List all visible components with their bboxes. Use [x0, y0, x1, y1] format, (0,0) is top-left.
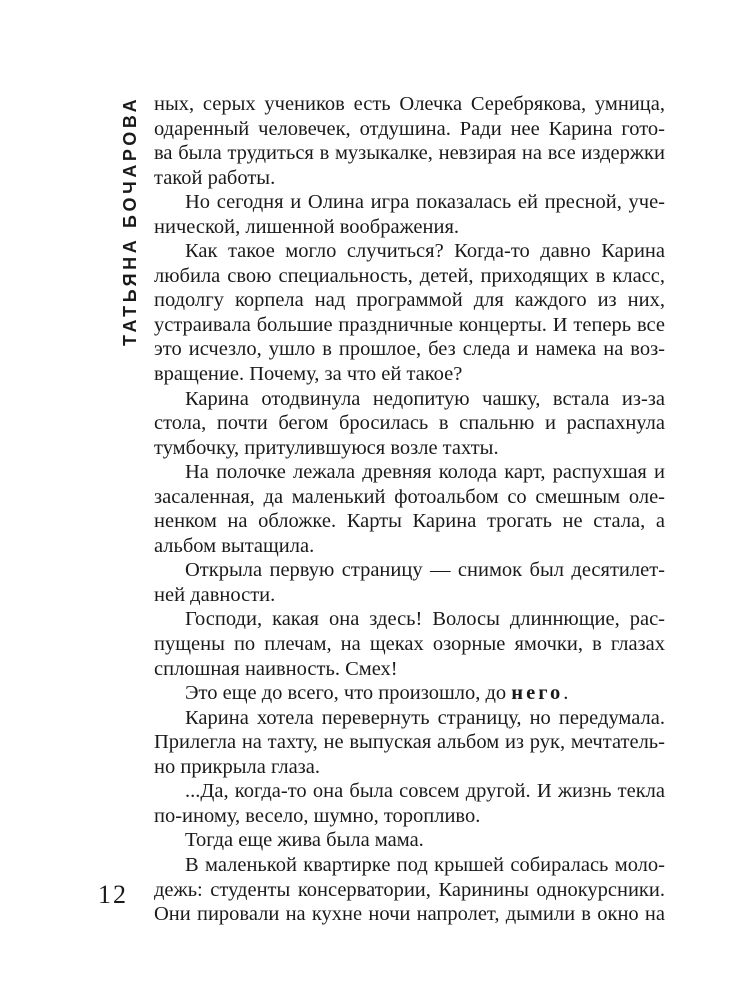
text-line	[154, 264, 665, 289]
text-line-content: альбом вытащила.	[154, 534, 315, 557]
text-line	[154, 362, 665, 387]
text-line	[154, 828, 665, 853]
text-line	[154, 436, 665, 461]
text-line	[154, 657, 665, 682]
text-line-content: Они пировали на кухне ночи напролет, дымили в окно на	[154, 903, 665, 926]
text-line-content: одаренный человечек, отдушина. Ради нее Карина гото-	[154, 117, 665, 140]
text-line-content: пущены по плечам, на щеках озорные ямочки, в глазах	[154, 633, 665, 656]
emphasized-word: него	[511, 682, 564, 705]
text-line	[154, 534, 665, 559]
text-line	[154, 878, 665, 903]
text-line-content: Господи, какая она здесь! Волосы длиннющие, рас-	[185, 608, 665, 631]
text-line	[154, 804, 665, 829]
text-line-content: ...Да, когда-то она была совсем другой. И жизнь текла	[185, 780, 665, 803]
text-line	[154, 902, 665, 927]
text-line-content: стола, почти бегом бросилась в спальню и распахнула	[154, 412, 665, 435]
text-line-content: тумбочку, притулившуюся возле тахты.	[154, 436, 499, 459]
text-line	[154, 632, 665, 657]
text-line-content: но прикрыла глаза.	[154, 755, 320, 778]
text-line	[154, 460, 665, 485]
text-line-content: сплошная наивность. Смех!	[154, 657, 398, 680]
page-number: 12	[98, 880, 128, 909]
text-line	[154, 509, 665, 534]
body-text	[154, 92, 665, 927]
text-line	[154, 215, 665, 240]
text-line-content: подолгу корпела над программой для каждого из них,	[154, 289, 665, 312]
text-line-content: засаленная, да маленький фотоальбом со смешным оле-	[154, 485, 665, 508]
running-head-author: ТАТЬЯНА БОЧАРОВА	[120, 95, 140, 346]
text-line	[154, 387, 665, 412]
text-line-content: Прилегла на тахту, не выпуская альбом из рук, мечтатель-	[154, 731, 665, 754]
text-line-content: такой работы.	[154, 166, 276, 189]
text-line	[154, 681, 665, 706]
text-line-content: Карина хотела перевернуть страницу, но передумала.	[185, 706, 665, 729]
text-line	[154, 730, 665, 755]
text-line-content: любила свою специальность, детей, приходящих в класс,	[154, 264, 665, 287]
text-line-content: На полочке лежала древняя колода карт, распухшая и	[185, 461, 665, 484]
text-line	[154, 411, 665, 436]
text-line	[154, 190, 665, 215]
text-line-content: Но сегодня и Олина игра показалась ей пресной, уче-	[185, 191, 665, 214]
text-line	[154, 485, 665, 510]
text-line-content: ва была трудиться в музыкалке, невзирая на все издержки	[154, 142, 665, 165]
text-line	[154, 583, 665, 608]
text-line-content: Открыла первую страницу — снимок был десятилет-	[185, 559, 665, 582]
text-line	[154, 141, 665, 166]
text-line	[154, 853, 665, 878]
text-line	[154, 166, 665, 191]
text-line-punctuation: .	[563, 682, 569, 705]
text-line	[154, 779, 665, 804]
text-line	[154, 558, 665, 583]
text-line	[154, 337, 665, 362]
text-line	[154, 755, 665, 780]
text-line	[154, 607, 665, 632]
text-line	[154, 313, 665, 338]
text-line-content: нической, лишенной воображения.	[154, 215, 460, 238]
text-line	[154, 92, 665, 117]
text-line-content: Тогда еще жива была мама.	[185, 829, 424, 852]
text-line-content: дежь: студенты консерватории, Каринины однокурсники.	[154, 878, 665, 901]
text-line	[154, 117, 665, 142]
text-line-content: Карина отодвинула недопитую чашку, встала из-за	[185, 387, 665, 410]
text-line-content: вращение. Почему, за что ей такое?	[154, 363, 463, 386]
text-line-content: устраивала большие праздничные концерты. И теперь все	[154, 313, 665, 336]
text-line-content: по-иному, весело, шумно, торопливо.	[154, 804, 481, 827]
text-line-content: это исчезло, ушло в прошлое, без следа и намека на воз-	[154, 338, 665, 361]
text-line-content: ненком на обложке. Карты Карина трогать не стала, а	[154, 510, 665, 533]
text-line-content: В маленькой квартирке под крышей собиралась моло-	[185, 853, 665, 876]
text-line-content: ней давности.	[154, 583, 276, 606]
text-line-content: Как такое могло случиться? Когда-то давно Карина	[185, 240, 665, 263]
text-line	[154, 706, 665, 731]
text-line-content: Это еще до всего, что произошло, до	[185, 682, 512, 705]
text-line-content: ных, серых учеников есть Олечка Серебрякова, умница,	[154, 93, 665, 115]
text-line	[154, 239, 665, 264]
text-line	[154, 288, 665, 313]
